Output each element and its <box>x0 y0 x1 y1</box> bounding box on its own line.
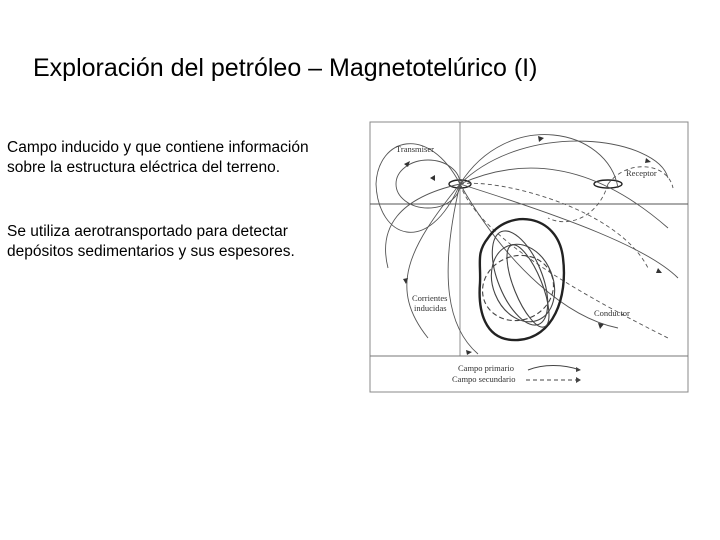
bullet-line: sobre la estructura eléctrica del terreno. <box>7 159 281 176</box>
receiver-label: Receptor <box>626 168 657 178</box>
legend-secondary-arrowhead <box>576 377 581 383</box>
bullet-line: Se utiliza aerotransportado para detectar <box>7 223 288 240</box>
transmitter-label: Transmiser <box>396 144 434 154</box>
bullet-induced-field <box>7 138 367 178</box>
conductor-body <box>480 219 564 340</box>
bullet-airborne-use <box>7 222 367 262</box>
conductor-label: Conductor <box>594 308 630 318</box>
bullet-line: depósitos sedimentarios y sus espesores. <box>7 243 295 260</box>
diagram-canvas <box>368 118 692 396</box>
bullet-line: Campo inducido y que contiene información <box>7 139 309 156</box>
induced-currents-label: Corrientes <box>412 293 448 303</box>
page-title: Exploración del petróleo – Magnetotelúrico (I) <box>33 54 538 82</box>
legend-primary-arrowhead <box>576 367 581 372</box>
electromagnetic-diagram <box>368 118 692 396</box>
induced-currents-label-2: inducidas <box>414 303 447 313</box>
legend-primary-arrow <box>528 366 580 371</box>
legend-secondary-label: Campo secundario <box>452 374 516 384</box>
diagram-frame <box>370 122 688 392</box>
legend-primary-label: Campo primario <box>458 363 514 373</box>
